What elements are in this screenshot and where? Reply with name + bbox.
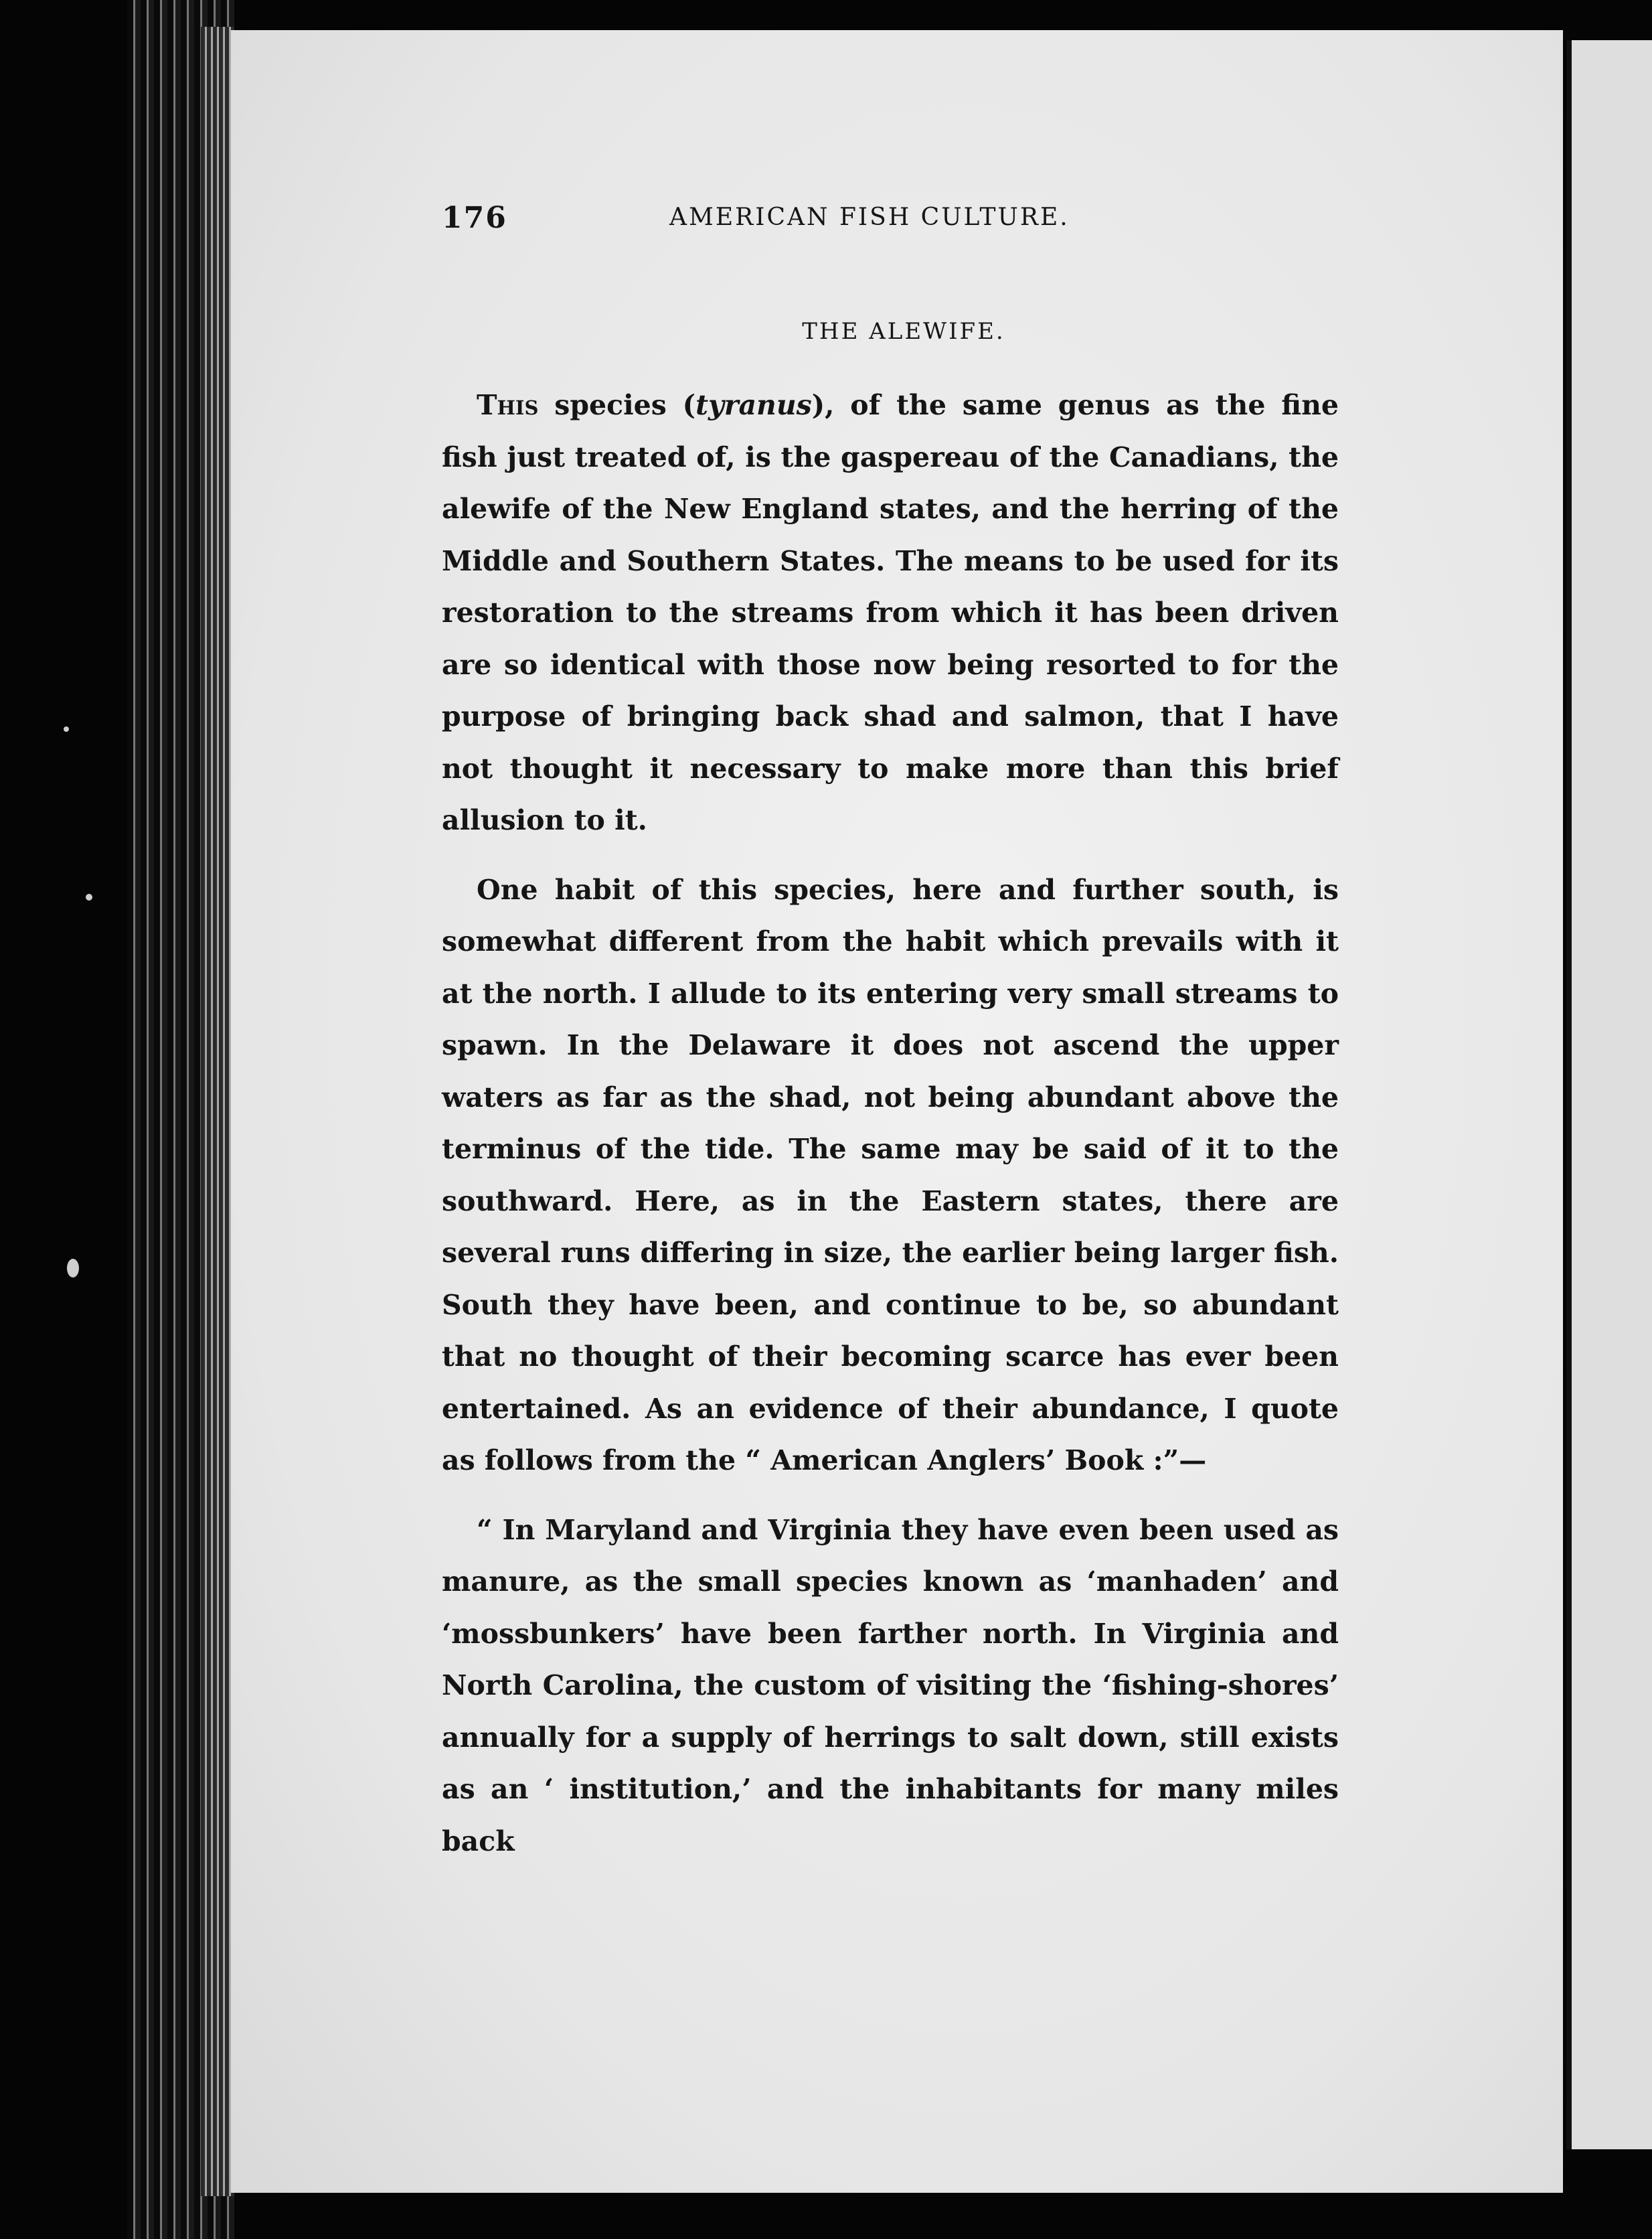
facing-page-edge xyxy=(1566,40,1652,2149)
species-name: tyranus xyxy=(695,389,812,421)
paragraph-2: One habit of this species, here and further south, is somewhat different from the habit which prevails with it at the north. I allude to its entering very small streams to spawn. In the Delaware it does not ascend the upper waters as far as the shad, not being abundant above the terminus of the tide. The same may be said of it to the southward. Here, as in the Eastern states, there are several runs differing in size, the earlier being larger fish. South they have been, and continue to be, so abundant that no thought of their becoming scarce has ever been entertained. As an evidence of their abundance, I quote as follows from the “ American Anglers’ Book :”— xyxy=(442,873,1339,1476)
scan-speck xyxy=(67,1259,79,1278)
section-title: THE ALEWIFE. xyxy=(802,318,1005,345)
paragraph-1-text-a: species ( xyxy=(538,389,696,421)
page-number: 176 xyxy=(442,201,507,235)
running-head: AMERICAN FISH CULTURE. xyxy=(669,204,1070,231)
paragraph-3-quote: “ In Maryland and Virginia they have even been used as manure, as the small species known as ‘manhaden’ and ‘mossbunkers’ have been farther north. In Virginia and North Carolina, the custom of visiting the ‘fishing-shores’ annually for a supply of herrings to salt down, still exists as an ‘ institution,’ and the inhabitants for many miles back xyxy=(442,1513,1339,1857)
paragraph-1 xyxy=(442,380,1339,847)
page-text xyxy=(442,201,1339,1885)
scan-speck xyxy=(86,894,92,901)
scan-speck xyxy=(64,726,69,732)
paragraph-1-lead: This xyxy=(477,389,539,421)
page-header xyxy=(442,201,1339,248)
paragraph-1-text-b: ), of the same genus as the fine fish just treated of, is the gaspereau of the Canadians, the alewife of the New England states, and the herring of the Middle and Southern States. The means to be used for its restoration to the streams from which it has been driven are so identical with those now being resorted to for the purpose of bringing back shad and salmon, that I have not thought it necessary to make more than this brief allusion to it. xyxy=(442,389,1339,836)
page-stack-edge xyxy=(201,27,234,2196)
